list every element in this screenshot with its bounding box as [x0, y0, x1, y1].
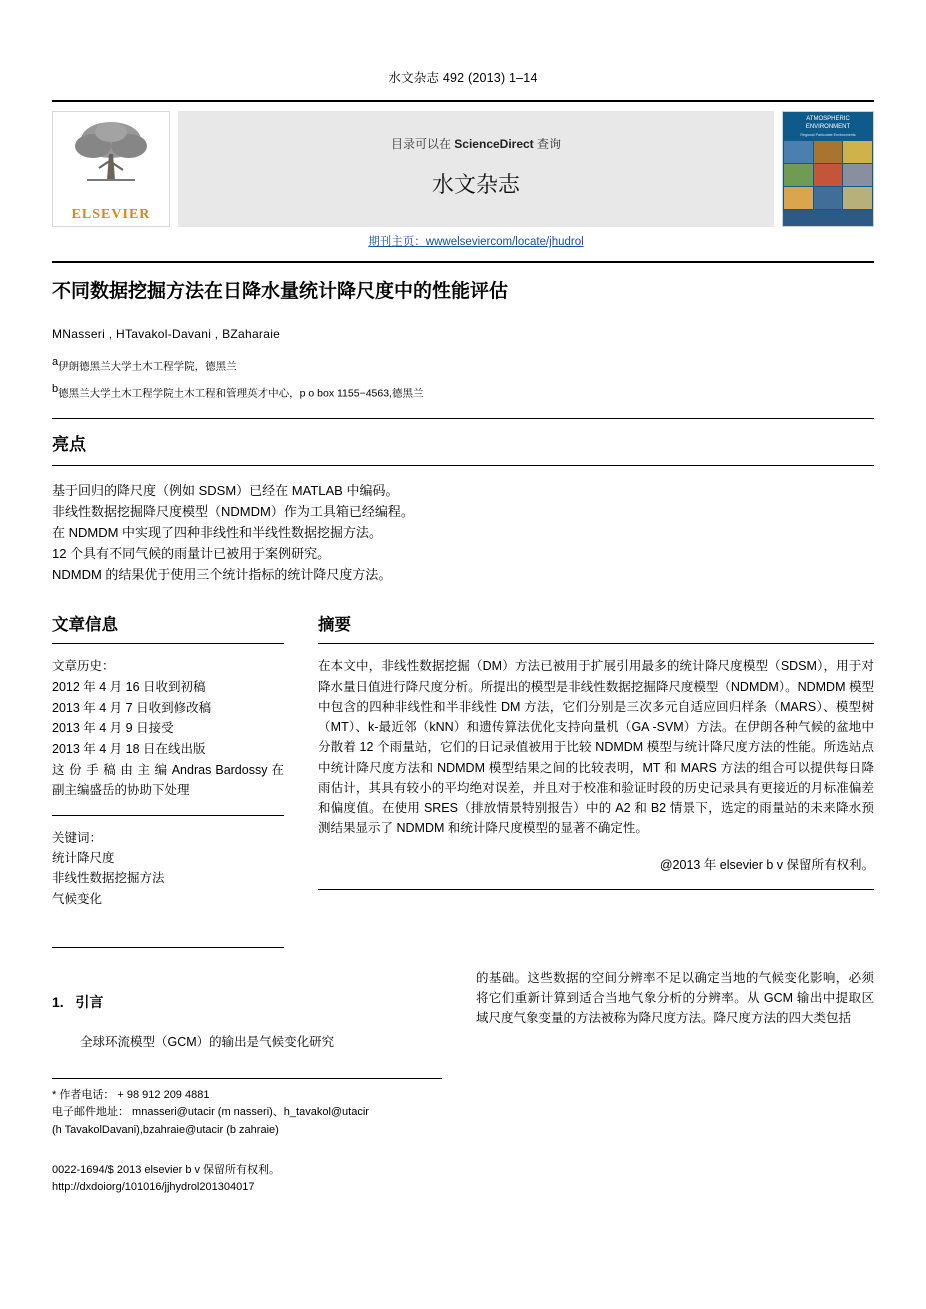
elsevier-logo: [52, 111, 170, 227]
article-info-heading: 文章信息: [52, 616, 118, 635]
cover-title: ATMOSPHERIC ENVIRONMENT: [783, 112, 873, 133]
affiliation-b-text: 德黑兰大学土木工程学院土木工程和管理英才中心，p o box 1155−4563,德黑兰: [58, 387, 424, 400]
handling-editor-note: 这 份 手 稿 由 主 编 Andras Bardossy 在副主编盛岳的协助下处理: [52, 762, 284, 798]
footnote-rule: [52, 1078, 442, 1079]
affiliation-b: [52, 381, 874, 402]
keyword-item: 非线性数据挖掘方法: [52, 871, 165, 886]
body-right-column: [476, 968, 874, 1197]
highlight-item: 12 个具有不同气候的雨量计已被用于案例研究。: [52, 546, 331, 562]
highlight-item: NDMDM 的结果优于使用三个统计指标的统计降尺度方法。: [52, 567, 392, 583]
journal-cover-thumbnail: [782, 111, 874, 227]
section-number: 1.: [52, 993, 64, 1010]
author-list: MNasseri , HTavakol-Davani , BZaharaie: [52, 326, 281, 341]
body-left-column: [52, 968, 442, 1197]
keyword-item: 统计降尺度: [52, 851, 115, 865]
introduction-heading: [52, 992, 442, 1012]
history-item: 2013 年 4 月 7 日收到修改稿: [52, 700, 212, 715]
article-info-column: [52, 611, 284, 947]
abstract-text: 在本文中，非线性数据挖掘（DM）方法已被用于扩展引用最多的统计降尺度模型（SDSM），用于对降水量日值进行降尺度分析。所提出的模型是非线性数据挖掘降尺度模型（NDMDM）。NDMDM 模型中包含的四种非线性和半非线性 DM 方法，它们分别是三次多元自适应回归样条（MARS）、模型树（MT）、k-最近邻（kNN）和遗传算法优化支持向量机（GA -SVM）方法。在伊朗各种气候的盆地中分散着 12 个雨量站，它们的日记录值被用于比较 NDMDM 模型与统计降尺度方法的性能。所选站点中统计降尺度方法和 NDMDM 模型结果之间的比较表明，MT 和 MARS 方法的组合可以提供每日降雨估计，其具有较小的平均绝对误差，并且对于校准和验证时段的历史记录具有更接近的月标准偏差和偏度值。在使用 SRES（排放情景特别报告）中的 A2 和 B2 情景下，选定的雨量站的未来降水预测结果显示了 NDMDM 和统计降尺度模型的显著不确定性。: [318, 659, 874, 836]
abstract-bottom-rule: [318, 889, 874, 890]
affiliation-a: [52, 354, 874, 375]
abstract-copyright: @2013 年 elsevier b v 保留所有权利。: [659, 857, 874, 872]
journal-band: [178, 111, 774, 248]
highlight-item: 在 NDMDM 中实现了四种非线性和半线性数据挖掘方法。: [52, 525, 383, 541]
running-head: 水文杂志 492 (2013) 1–14: [388, 71, 538, 85]
sciencedirect-label: ScienceDirect: [454, 137, 534, 151]
intro-paragraph-left: 全球环流模型（GCM）的输出是气候变化研究: [80, 1034, 335, 1049]
cover-cell: [814, 187, 843, 209]
journal-title: 水文杂志: [431, 172, 520, 197]
highlight-item: 非线性数据挖掘降尺度模型（NDMDM）作为工具箱已经编程。: [52, 504, 414, 520]
elsevier-wordmark: ELSEVIER: [71, 207, 151, 222]
history-item: 2013 年 4 月 18 日在线出版: [52, 741, 206, 756]
email-line-2: (h TavakolDavani),bzahraie@utacir (b zahraie): [52, 1123, 279, 1136]
elsevier-tree-icon: [63, 116, 159, 186]
intro-paragraph-right: 的基础。这些数据的空间分辨率不足以确定当地的气候变化影响，必须将它们重新计算到适合当地气象分析的分辨率。从 GCM 输出中提取区域尺度气象变量的方法被称为降尺度方法。降尺度方法的四大类包括: [476, 970, 874, 1025]
sciencedirect-line: [391, 135, 561, 152]
info-abstract-columns: [52, 611, 874, 947]
highlight-item: 基于回归的降尺度（例如 SDSM）已经在 MATLAB 中编码。: [52, 483, 399, 499]
corresponding-author-note: * 作者电话： + 98 912 209 4881: [52, 1088, 210, 1101]
cover-image-grid: [783, 140, 873, 210]
cover-cell: [784, 187, 813, 209]
title-top-rule: [52, 261, 874, 263]
abstract-heading: 摘要: [318, 616, 351, 635]
section-title: 引言: [75, 993, 104, 1010]
abstract-column: [318, 611, 874, 947]
highlights-list: [52, 480, 874, 585]
article-history: [52, 644, 284, 800]
journal-masthead: [52, 100, 874, 248]
article-title: 不同数据挖掘方法在日降水量统计降尺度中的性能评估: [52, 281, 509, 302]
affiliation-b-marker: b: [52, 382, 59, 395]
body-columns: [52, 968, 874, 1197]
keywords-block: [52, 816, 284, 909]
affiliation-a-marker: a: [52, 355, 59, 368]
highlights-heading: 亮点: [52, 435, 86, 455]
keyword-item: 气候变化: [52, 891, 103, 906]
cover-subtitle: Regional Particulate Environments: [783, 133, 873, 140]
cover-cell: [843, 141, 872, 163]
sciencedirect-suffix: 查询: [533, 137, 562, 151]
footnote-block: [52, 1087, 452, 1140]
history-item: 2013 年 4 月 9 日接受: [52, 721, 174, 736]
issn-copyright-line: 0022-1694/$ 2013 elsevier b v 保留所有权利。: [52, 1163, 281, 1176]
cover-cell: [814, 164, 843, 186]
doi-line: http://dxdoiorg/101016/jjhydrol201304017: [52, 1181, 255, 1194]
footer-identifiers: [52, 1162, 442, 1197]
cover-cell: [814, 141, 843, 163]
highlights-under-rule: [52, 465, 874, 466]
keywords-label: 关键词：: [52, 830, 103, 845]
cover-cell: [843, 187, 872, 209]
cover-cell: [784, 141, 813, 163]
affiliation-a-text: 伊朗德黑兰大学土木工程学院，德黑兰: [58, 360, 237, 373]
article-history-label: 文章历史：: [52, 659, 115, 674]
journal-homepage-link[interactable]: 期刊主页：wwwelseviercom/locate/jhudrol: [368, 236, 584, 248]
cover-cell: [843, 164, 872, 186]
history-item: 2012 年 4 月 16 日收到初稿: [52, 680, 206, 694]
highlights-top-rule: [52, 418, 874, 419]
sciencedirect-prefix: 目录可以在: [390, 137, 455, 151]
cover-cell: [784, 164, 813, 186]
email-line-1: 电子邮件地址： mnasseri@utacir (m nasseri)、h_tavakol@utacir: [52, 1106, 369, 1119]
keywords-bottom-rule: [52, 947, 284, 948]
